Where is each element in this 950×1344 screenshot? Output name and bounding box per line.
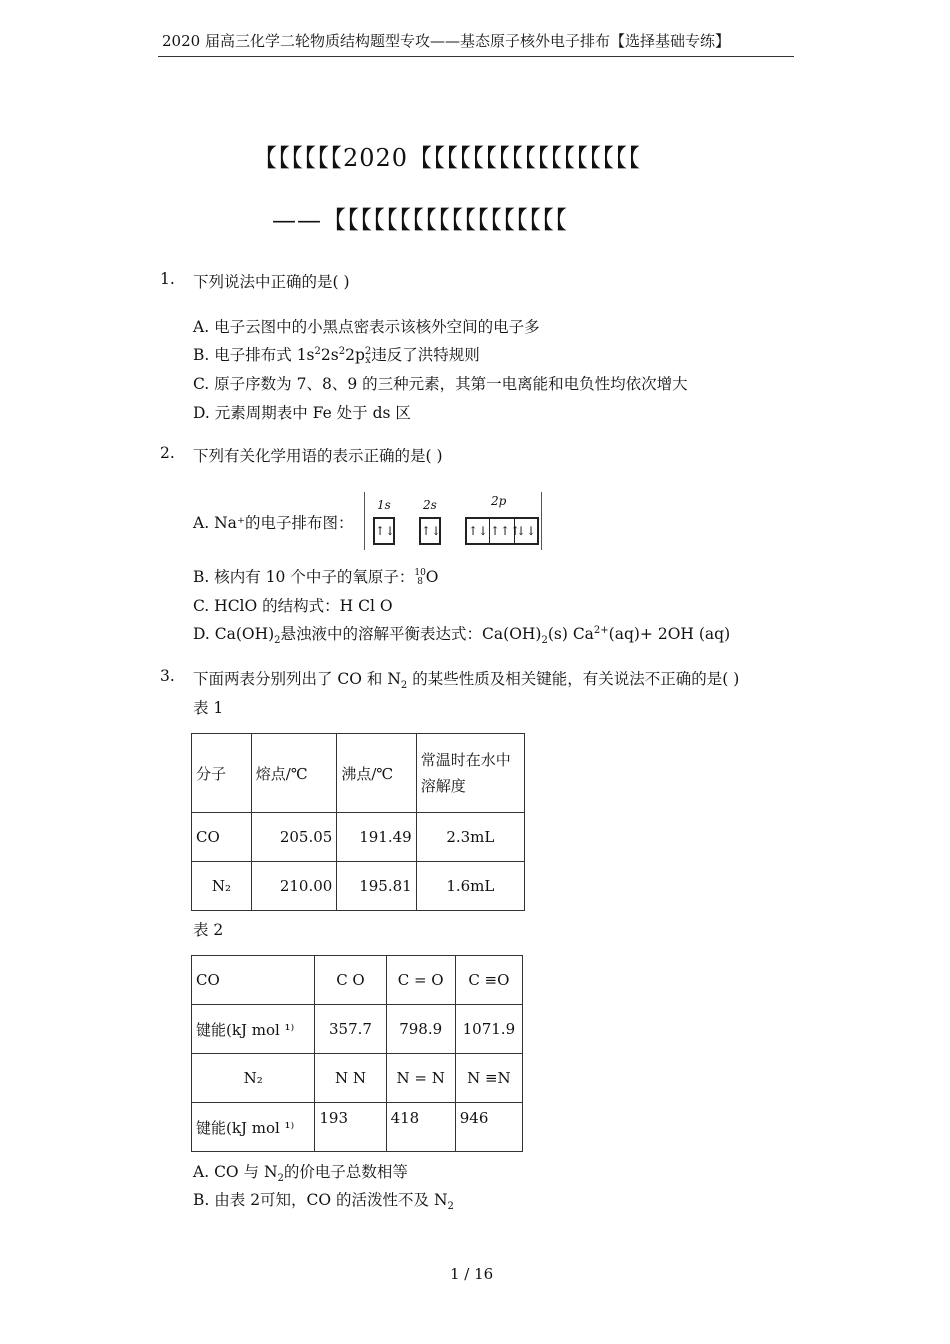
subscript: x — [365, 355, 371, 366]
orbital-box-2p — [465, 517, 539, 545]
option-label: D. — [193, 404, 210, 422]
table-cell: 205.05 — [251, 813, 337, 862]
option-text: 2p — [345, 346, 365, 364]
superscript: 2 — [338, 345, 346, 357]
superscript: 2 — [314, 345, 321, 357]
option-text: 悬浊液中的溶解平衡表达式：Ca(OH) — [280, 625, 542, 643]
option-text: (aq)+ 2OH (aq) — [608, 625, 731, 643]
orbital-diagram — [364, 492, 542, 550]
table-cell: N = N — [386, 1054, 455, 1103]
subscript: 2 — [400, 680, 408, 692]
table-row — [192, 813, 525, 862]
orbital-box-1s — [373, 517, 395, 545]
superscript: 2+ — [593, 624, 609, 636]
table-row — [192, 734, 525, 813]
element-symbol: O — [425, 568, 439, 586]
table-cell: 1071.9 — [455, 1005, 522, 1054]
orbital-box-2s — [419, 517, 441, 545]
orbital-cell: ↑↓ — [467, 519, 490, 543]
table-cell: 分子 — [192, 734, 252, 813]
option-label: B. — [193, 1191, 210, 1209]
orbital-label-2p: 2p — [491, 494, 507, 508]
option-label: A. — [193, 514, 210, 532]
option-text: 由表 2可知，CO 的活泼性不及 N — [214, 1191, 448, 1209]
q2-option-c — [193, 594, 393, 616]
q2-option-a — [193, 511, 354, 533]
page-header: 2020 届高三化学二轮物质结构题型专攻——基态原子核外电子排布【选择基础专练】 — [162, 32, 730, 50]
mass-number: 10 — [414, 568, 426, 578]
question-1-stem: 下列说法中正确的是( ) — [193, 273, 350, 291]
option-text: 原子序数为 7、8、9 的三种元素，其第一电离能和电负性均依次增大 — [214, 375, 688, 393]
table-cell: 沸点/℃ — [337, 734, 416, 813]
table-cell: 熔点/℃ — [251, 734, 337, 813]
option-text: HClO 的结构式：H Cl O — [214, 597, 393, 615]
subscript: 2 — [447, 1201, 454, 1213]
table-cell: C ≡O — [455, 956, 522, 1005]
option-label: B. — [193, 346, 210, 364]
q1-option-c — [193, 372, 688, 394]
stem-text: 下面两表分别列出了 CO 和 N — [193, 670, 401, 688]
q2-option-d — [193, 622, 730, 646]
table-cell: 210.00 — [251, 862, 337, 911]
table-cell: 1.6mL — [416, 862, 524, 911]
orbital-cell: ↑↓ — [421, 524, 442, 538]
option-label: C. — [193, 375, 210, 393]
option-text: 电子云图中的小黑点密表示该核外空间的电子多 — [214, 318, 540, 336]
option-text: 电子排布式 1s — [214, 346, 315, 364]
q1-option-b — [193, 343, 480, 365]
table-cell: 418 — [386, 1103, 455, 1152]
question-1-number: 1. — [160, 270, 175, 288]
table-cell: 193 — [315, 1103, 386, 1152]
option-text: 元素周期表中 Fe 处于 ds 区 — [214, 404, 411, 422]
option-text: 的价电子总数相等 — [283, 1163, 408, 1181]
table-cell: 键能(kJ mol ¹⁾ — [192, 1103, 315, 1152]
option-label: D. — [193, 625, 210, 643]
option-text: Ca(OH) — [214, 625, 275, 643]
q2-option-b — [193, 565, 439, 587]
table-cell: N N — [315, 1054, 386, 1103]
orbital-cell: ↑↑↑ — [490, 519, 515, 543]
table-cell: N₂ — [192, 1054, 315, 1103]
table-cell: 798.9 — [386, 1005, 455, 1054]
stem-text: 的某些性质及相关键能，有关说法不正确的是( ) — [407, 670, 740, 688]
table-row — [192, 956, 523, 1005]
superscript: 2 — [364, 346, 372, 357]
table-2 — [191, 955, 523, 1152]
option-label: A. — [193, 318, 210, 336]
orbital-cell: ↑↓ — [375, 524, 396, 538]
question-2-stem: 下列有关化学用语的表示正确的是( ) — [193, 447, 443, 465]
option-label: A. — [193, 1163, 210, 1181]
subscript: 2 — [274, 635, 281, 647]
table-cell: 常温时在水中溶解度 — [416, 734, 524, 813]
table-cell: CO — [192, 956, 315, 1005]
title-line-1: 【【【【【【2020【【【【【【【【【【【【【【【【【 — [253, 144, 642, 172]
orbital-label-2s: 2s — [423, 498, 437, 512]
option-text: 违反了洪特规则 — [371, 346, 480, 364]
table-row — [192, 1005, 523, 1054]
option-text: CO 与 N — [214, 1163, 278, 1181]
subscript: 2 — [277, 1173, 284, 1185]
q1-option-a — [193, 315, 540, 337]
q3-option-a — [193, 1160, 408, 1184]
q1-option-d — [193, 401, 411, 423]
table-row — [192, 1103, 523, 1152]
table-2-caption: 表 2 — [193, 921, 224, 939]
question-3-number: 3. — [160, 667, 175, 685]
subscript: 2 — [541, 635, 548, 647]
table-cell: 191.49 — [337, 813, 416, 862]
question-3-stem — [193, 667, 739, 691]
table-1 — [191, 733, 525, 911]
table-row — [192, 862, 525, 911]
title-line-2: ——【【【【【【【【【【【【【【【【【【 — [272, 206, 568, 234]
option-label: B. — [193, 568, 210, 586]
table-cell: 195.81 — [337, 862, 416, 911]
option-text: (s) Ca — [547, 625, 594, 643]
orbital-label-1s: 1s — [377, 498, 391, 512]
table-cell: 357.7 — [315, 1005, 386, 1054]
table-cell: 2.3mL — [416, 813, 524, 862]
table-1-caption: 表 1 — [193, 699, 224, 717]
orbital-cell: ↓↓ — [515, 524, 537, 538]
header-divider — [158, 56, 794, 57]
table-cell: C O — [315, 956, 386, 1005]
table-cell: 键能(kJ mol ¹⁾ — [192, 1005, 315, 1054]
page-number: 1 / 16 — [450, 1265, 494, 1283]
table-row — [192, 1054, 523, 1103]
atomic-number: 8 — [417, 577, 423, 587]
option-text: 核内有 10 个中子的氧原子： — [214, 568, 415, 586]
table-cell: N₂ — [192, 862, 252, 911]
option-label: C. — [193, 597, 210, 615]
question-2-number: 2. — [160, 444, 175, 462]
option-text: 2s — [320, 346, 339, 364]
table-cell: N ≡N — [455, 1054, 522, 1103]
option-text: Na⁺的电子排布图： — [214, 514, 354, 532]
table-cell: C = O — [386, 956, 455, 1005]
table-cell: 946 — [455, 1103, 522, 1152]
q3-option-b — [193, 1188, 454, 1212]
table-cell: CO — [192, 813, 252, 862]
